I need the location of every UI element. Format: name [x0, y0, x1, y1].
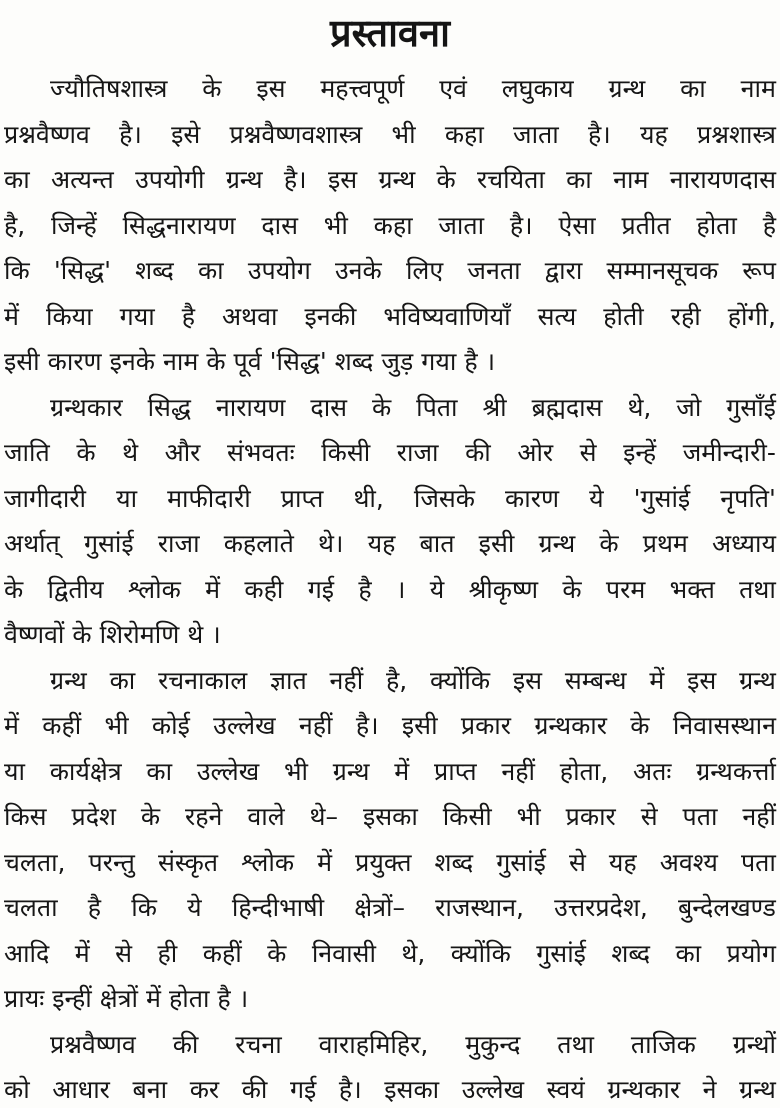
- word: नाम: [163, 347, 199, 376]
- word: क्योंकि: [430, 665, 491, 695]
- word: प्रश्नशास्त्र: [697, 119, 776, 149]
- word: इसका: [362, 802, 418, 831]
- text-line: [0, 112, 780, 158]
- word: निवासस्थान: [672, 711, 776, 740]
- word: प्रयोग: [726, 938, 776, 968]
- word: में: [4, 301, 19, 331]
- word: हिन्दीभाषी: [231, 893, 325, 922]
- word: ग्रन्थकर्त्ता: [696, 756, 776, 786]
- word: या: [116, 483, 138, 513]
- word: ब्रह्मदास: [531, 392, 603, 422]
- word: शब्द: [434, 847, 474, 877]
- word: द्वारा: [544, 256, 583, 285]
- word: ताजिक: [630, 1029, 696, 1059]
- word: स्वयं: [546, 1075, 585, 1104]
- word: भी: [283, 756, 309, 786]
- word: का: [566, 165, 592, 194]
- word: ग्रन्थ: [378, 165, 416, 194]
- word: कहीं: [202, 938, 242, 968]
- word: अतः: [632, 756, 672, 786]
- word: थे।: [318, 529, 344, 558]
- word: में: [74, 938, 90, 968]
- word: उल्लेख: [213, 711, 276, 740]
- word: के: [372, 392, 392, 422]
- word: नृपति': [720, 483, 776, 513]
- word: श्रीकृष्ण: [468, 574, 539, 604]
- word: ग्रन्थ: [538, 529, 576, 558]
- word: ग्रन्थकार: [607, 1075, 681, 1104]
- word: ।: [238, 984, 249, 1013]
- word: श्लोक: [127, 574, 181, 604]
- word: रचना: [235, 1029, 282, 1059]
- word: ही: [157, 938, 178, 968]
- word: प्रायः: [4, 984, 45, 1013]
- word: नारायणदास: [669, 165, 776, 194]
- word: ऐसा: [558, 210, 596, 240]
- word: एवं: [439, 74, 467, 103]
- word: है,: [4, 210, 26, 240]
- word: इन्हीं: [52, 984, 92, 1013]
- page-title: प्रस्तावना: [330, 11, 450, 55]
- word: जाति: [4, 438, 50, 467]
- word: है।: [119, 119, 142, 149]
- word: पूर्व: [233, 347, 262, 376]
- word: सम्बन्ध: [564, 665, 627, 695]
- word: कहा: [373, 210, 413, 240]
- word: गया: [421, 347, 457, 376]
- word: ग्रन्थ: [50, 665, 87, 695]
- word: 'सिद्ध': [53, 256, 111, 285]
- word: जमीन्दारी-: [682, 438, 776, 467]
- word: है।: [283, 165, 307, 194]
- word: जाता: [438, 210, 485, 240]
- word: के: [206, 347, 226, 376]
- text-line: [0, 658, 780, 704]
- word: है।: [588, 119, 611, 149]
- word: निवासी: [311, 938, 376, 968]
- word: उपयोग: [247, 256, 311, 285]
- word: के: [72, 620, 92, 649]
- word: थे: [122, 438, 139, 467]
- word: थे–: [309, 802, 339, 831]
- word: प्रश्नवैष्णवशास्त्र: [229, 119, 363, 149]
- word: प्रश्नवैष्णव: [4, 119, 90, 149]
- body-text: [0, 66, 780, 1113]
- word: से: [568, 847, 586, 877]
- word: पता: [740, 847, 776, 877]
- word: है।: [355, 711, 379, 740]
- word: ग्रन्थ: [608, 74, 646, 103]
- word: ।: [395, 574, 406, 604]
- text-line: [0, 567, 780, 613]
- word: प्रश्नवैष्णव: [50, 1029, 136, 1059]
- word: अथवा: [222, 301, 278, 331]
- word: रही: [670, 301, 701, 331]
- word: के: [267, 938, 287, 968]
- word: गुसांई: [83, 529, 134, 558]
- word: रहने: [185, 802, 223, 831]
- word: इसी: [401, 711, 438, 740]
- word: प्रयुक्त: [355, 847, 412, 877]
- word: तथा: [739, 574, 776, 604]
- word: प्रकार: [460, 711, 512, 740]
- word: यह: [640, 119, 668, 149]
- text-line: [0, 931, 780, 977]
- word: के: [202, 74, 222, 103]
- word: कारण: [505, 483, 560, 513]
- word: कारण: [47, 347, 102, 376]
- text-line: [0, 430, 780, 476]
- word: में: [394, 756, 410, 786]
- word: क्षेत्रों–: [354, 893, 405, 922]
- word: पता: [682, 802, 718, 831]
- word: ज्ञात: [269, 665, 307, 695]
- word: 'सिद्ध': [269, 347, 327, 376]
- word: सिद्धनारायण: [122, 210, 236, 240]
- word: प्रकार: [565, 802, 616, 831]
- word: में: [4, 711, 19, 740]
- word: प्रतीत: [621, 210, 671, 240]
- word: ।: [211, 620, 221, 649]
- word: किस: [4, 802, 47, 831]
- word: का: [109, 665, 136, 695]
- word: में: [317, 847, 333, 877]
- word: किसी: [442, 802, 492, 831]
- word: चलता: [4, 893, 58, 922]
- word: में: [205, 574, 221, 604]
- word: परन्तु: [88, 847, 135, 877]
- word: दास: [261, 210, 298, 240]
- text-line: [0, 794, 780, 840]
- word: उल्लेख: [461, 1075, 525, 1104]
- word: है,: [386, 665, 408, 695]
- word: लिए: [405, 256, 444, 285]
- word: इस: [327, 165, 358, 194]
- word: प्राप्त: [280, 483, 324, 513]
- text-line: [0, 294, 780, 340]
- word: शब्द: [334, 347, 374, 376]
- word: इस: [256, 74, 286, 103]
- word: है: [464, 347, 478, 376]
- word: वाले: [247, 802, 285, 831]
- word: किया: [45, 301, 93, 331]
- word: से: [640, 802, 658, 831]
- word: सत्य: [537, 301, 577, 331]
- text-line: [0, 339, 780, 385]
- word: को: [4, 1075, 30, 1104]
- word: का: [146, 756, 173, 786]
- word: क्षेत्रों: [99, 984, 138, 1013]
- word: माफीदारी: [167, 483, 251, 513]
- word: कर: [189, 1075, 220, 1104]
- word: होता: [696, 210, 737, 240]
- word: यह: [367, 529, 396, 558]
- word: इन्हें: [623, 438, 657, 467]
- text-line: [0, 1022, 780, 1068]
- word: भी: [391, 119, 416, 149]
- word: जाता: [513, 119, 559, 149]
- word: आदि: [4, 938, 50, 968]
- word: का: [197, 256, 224, 285]
- word: ये: [589, 483, 604, 513]
- word: भी: [104, 711, 129, 740]
- word: ग्रन्थकार: [50, 392, 123, 422]
- word: से: [115, 938, 133, 968]
- word: गया: [119, 301, 155, 331]
- word: कहीं: [42, 711, 82, 740]
- word: सम्मानसूचक: [606, 256, 719, 285]
- word: अध्याय: [712, 529, 776, 558]
- word: संभवतः: [226, 438, 295, 467]
- word: रचयिता: [477, 165, 545, 194]
- word: राजा: [396, 438, 439, 467]
- word: दास: [310, 392, 348, 422]
- word: थे,: [627, 392, 652, 422]
- word: उत्तरप्रदेश,: [554, 893, 648, 922]
- word: उल्लेख: [196, 756, 260, 786]
- word: कार्यक्षेत्र: [49, 756, 122, 786]
- word: रचनाकाल: [158, 665, 248, 695]
- word: के: [76, 438, 96, 467]
- word: उपयोगी: [135, 165, 205, 194]
- word: ओर: [517, 438, 554, 467]
- word: प्राप्त: [434, 756, 477, 786]
- word: आधार: [52, 1075, 110, 1104]
- word: वैष्णवों: [4, 620, 65, 649]
- word: श्री: [482, 392, 507, 422]
- word: भक्त: [669, 574, 715, 604]
- word: गुसांई: [496, 847, 546, 877]
- word: गई: [289, 1075, 317, 1104]
- word: के: [562, 574, 582, 604]
- word: बुन्देलखण्ड: [677, 893, 776, 922]
- text-line: [0, 612, 780, 658]
- word: अर्थात्: [4, 529, 60, 558]
- word: के: [436, 165, 456, 194]
- text-line: [0, 840, 780, 886]
- word: ग्रन्थों: [732, 1029, 776, 1059]
- word: नहीं: [742, 802, 776, 831]
- word: सिद्ध: [147, 392, 191, 422]
- word: होती: [603, 301, 644, 331]
- text-line: [0, 476, 780, 522]
- word: कहा: [444, 119, 484, 149]
- word: नहीं: [329, 665, 364, 695]
- word: महत्त्वपूर्ण: [320, 74, 405, 103]
- word: थी,: [353, 483, 384, 513]
- word: 'गुसांई: [633, 483, 691, 513]
- word: है: [181, 301, 195, 331]
- text-line: [0, 703, 780, 749]
- word: इसी: [4, 347, 40, 376]
- word: होता: [168, 984, 210, 1013]
- word: रूप: [742, 256, 776, 285]
- word: संस्कृत: [157, 847, 219, 877]
- word: जुड़: [381, 347, 414, 376]
- word: है: [217, 984, 231, 1013]
- word: है: [87, 893, 102, 922]
- text-line: [0, 203, 780, 249]
- word: यह: [608, 847, 637, 877]
- text-line: [0, 1067, 780, 1113]
- word: नहीं: [501, 756, 536, 786]
- word: होंगी,: [727, 301, 776, 331]
- word: बना: [132, 1075, 168, 1104]
- word: इस: [687, 665, 717, 695]
- word: कि: [131, 893, 157, 922]
- word: का: [675, 938, 702, 968]
- word: में: [649, 665, 665, 695]
- word: ग्रन्थ: [739, 1075, 776, 1104]
- word: जिन्हें: [51, 210, 97, 240]
- word: थे: [187, 620, 204, 649]
- word: ग्रन्थ: [739, 665, 776, 695]
- word: या: [4, 756, 25, 786]
- text-line: [0, 976, 780, 1022]
- word: ये: [187, 893, 202, 922]
- word: अत्यन्त: [50, 165, 114, 194]
- word: जो: [676, 392, 702, 422]
- word: क्योंकि: [450, 938, 511, 968]
- word: शिरोमणि: [99, 620, 180, 649]
- word: गुसांई: [536, 938, 586, 968]
- word: बात: [419, 529, 455, 558]
- word: का: [4, 165, 30, 194]
- word: होता,: [559, 756, 609, 786]
- word: भविष्यवाणियाँ: [383, 301, 511, 331]
- word: भी: [323, 210, 348, 240]
- word: शब्द: [135, 256, 174, 285]
- text-line: [0, 385, 780, 431]
- word: अवश्य: [659, 847, 718, 877]
- word: जागीदारी: [4, 483, 87, 513]
- word: नारायण: [215, 392, 286, 422]
- text-line: [0, 248, 780, 294]
- word: का: [680, 74, 706, 103]
- word: शब्द: [611, 938, 651, 968]
- word: गई: [307, 574, 335, 604]
- word: है: [358, 574, 372, 604]
- word: द्वितीय: [47, 574, 104, 604]
- text-line: [0, 157, 780, 203]
- word: की: [172, 1029, 199, 1059]
- word: तथा: [557, 1029, 594, 1059]
- word: चलता,: [4, 847, 66, 877]
- word: थे,: [401, 938, 426, 968]
- word: मुकुन्द: [465, 1029, 521, 1059]
- text-line: [0, 749, 780, 795]
- word: परम: [605, 574, 646, 604]
- word: है।: [509, 210, 533, 240]
- word: के: [599, 529, 619, 558]
- word: लघुकाय: [501, 74, 574, 103]
- word: इनके: [109, 347, 155, 376]
- word: राजा: [157, 529, 200, 558]
- word: कहलाते: [223, 529, 294, 558]
- word: इनकी: [304, 301, 357, 331]
- word: नहीं: [298, 711, 333, 740]
- word: कि: [4, 256, 30, 285]
- word: की: [241, 1075, 268, 1104]
- word: जनता: [467, 256, 521, 285]
- word: ग्रन्थ: [332, 756, 370, 786]
- text-line: [0, 521, 780, 567]
- word: प्रथम: [642, 529, 688, 558]
- word: के: [4, 574, 24, 604]
- word: उनके: [334, 256, 382, 285]
- word: ग्रन्थ: [225, 165, 263, 194]
- word: वाराहमिहिर,: [318, 1029, 429, 1059]
- word: के: [140, 802, 161, 831]
- word: श्लोक: [241, 847, 295, 877]
- word: नाम: [740, 74, 776, 103]
- word: ।: [485, 347, 496, 376]
- word: ये: [429, 574, 445, 604]
- word: किसी: [321, 438, 371, 467]
- word: इसे: [171, 119, 201, 149]
- word: इसी: [478, 529, 515, 558]
- word: है: [762, 210, 776, 240]
- word: जिसके: [413, 483, 476, 513]
- word: प्रदेश: [71, 802, 116, 831]
- word: से: [579, 438, 597, 467]
- word: गुसाँई: [726, 392, 776, 422]
- word: इस: [512, 665, 543, 695]
- word: के: [630, 711, 650, 740]
- word: ज्यौतिषशास्त्र: [50, 74, 168, 103]
- word: ने: [702, 1075, 717, 1104]
- word: कोई: [151, 711, 190, 740]
- word: नाम: [613, 165, 649, 194]
- word: इसका: [384, 1075, 440, 1104]
- word: और: [164, 438, 201, 467]
- word: है।: [338, 1075, 362, 1104]
- word: में: [145, 984, 161, 1013]
- word: राजस्थान,: [435, 893, 524, 922]
- text-line: [0, 66, 780, 112]
- word: ग्रन्थकार: [534, 711, 607, 740]
- word: की: [465, 438, 491, 467]
- word: पिता: [416, 392, 458, 422]
- word: कही: [244, 574, 284, 604]
- word: भी: [516, 802, 541, 831]
- text-line: [0, 885, 780, 931]
